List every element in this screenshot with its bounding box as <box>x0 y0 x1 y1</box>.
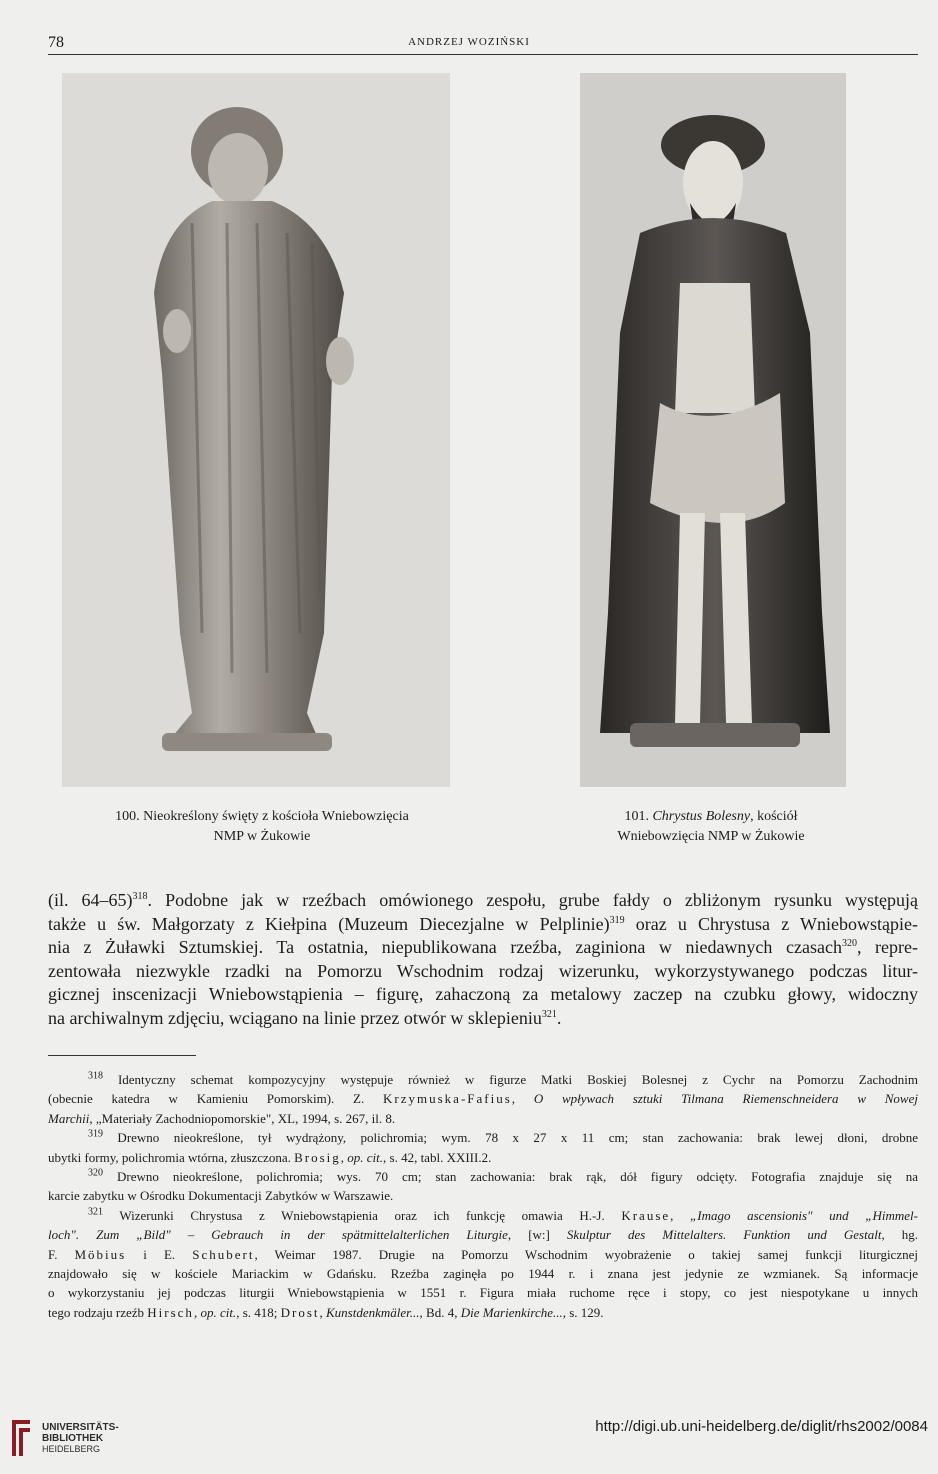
footnote-320-line: karcie zabytku w Ośrodku Dokumentacji Zabytków w Warszawie. <box>48 1188 394 1204</box>
body-line: zentowała niezwykle rzadki na Pomorzu Wschodnim rodzaj wizerunku, wykorzystywanego podczas litur- <box>48 960 918 981</box>
body-line: (il. 64–65)$^{318}$. Podobne jak w rzeźbach omówionego zespołu, grube fałdy o zbliżonym rysunku występują <box>48 890 918 910</box>
footnote-321-line: F. Möbius i E. Schubert, Weimar 1987. Drugie na Pomorzu Wschodnim wyobrażenie o takiej samej funkcji liturgicznej <box>48 1246 918 1262</box>
footnote-318-line: $^{318}$ Identyczny schemat kompozycyjny występuje również w figurze Matki Boskiej Bolesnej z Cychr na Pomorzu Zachodnim <box>88 1070 918 1087</box>
footnote-320-line: $^{320}$ Drewno nieokreślone, polichromia; wys. 70 cm; stan zachowania: brak rąk, dół figury odcięty. Fotografia znajduje się na <box>88 1167 918 1184</box>
footnote-321-line: o wykorzystaniu jej podczas liturgii Wniebowstąpienia w 1551 r. Figura miała ruchome ręce i stopy, co jest niespotykane u innych <box>48 1285 918 1301</box>
body-paragraph <box>48 889 918 1030</box>
footnote-321-line: $^{321}$ Wizerunki Chrystusa z Wniebowstąpienia oraz ich funkcję omawia H.-J. Krause, „Imago ascensionis" und „Himmel- <box>88 1206 918 1223</box>
footnote-321-line: tego rodzaju rzeźb Hirsch, op. cit., s. 418; Drost, Kunstdenkmäler..., Bd. 4, Die Marienkirche..., s. 129. <box>48 1304 604 1320</box>
christ-statue-illustration <box>580 73 846 787</box>
figure-100-caption <box>60 807 464 847</box>
caption-line: NMP w Żukowie <box>213 829 311 844</box>
running-head: ANDRZEJ WOZIŃSKI <box>408 36 530 48</box>
footnote-318-line: (obecnie katedra w Kamieniu Pomorskim). Z. Krzymuska-Fafius, O wpływach sztuki Tilmana Riemenschneidera w Nowej <box>48 1091 918 1107</box>
library-logo-icon <box>8 1416 34 1460</box>
footnotes <box>48 1070 918 1322</box>
footnote-ref: 319 <box>609 914 625 926</box>
logo-line: BIBLIOTHEK <box>42 1433 104 1444</box>
footnote-321-line: znajdowało się w kościele Mariackim w Gdańsku. Rzeźba zaginęła po 1944 r. i znana jest jedynie ze wzmianek. Są informacje <box>48 1265 918 1281</box>
figure-100-photo <box>62 73 450 787</box>
footnote-ref: 320 <box>841 938 857 949</box>
body-line: nia z Żuławki Sztumskiej. Ta ostatnia, niepublikowana rzeźba, zaginiona w niedawnych czasach$^{320}$, repre- <box>48 937 918 957</box>
caption-line: 100. Nieokreślony święty z kościoła Wniebowzięcia <box>115 809 409 824</box>
logo-line: HEIDELBERG <box>42 1444 101 1454</box>
source-url-link[interactable]: http://digi.ub.uni-heidelberg.de/diglit/rhs2002/0084 <box>595 1418 928 1435</box>
figure-101-caption <box>580 807 842 847</box>
body-line: na archiwalnym zdjęciu, wciągano na linie przez otwór w sklepieniu$^{321}$. <box>48 1007 562 1028</box>
header-rule <box>48 54 918 55</box>
logo-line: UNIVERSITÄTS- <box>42 1422 119 1433</box>
library-logo-text <box>42 1422 119 1455</box>
footnote-rule <box>48 1055 196 1056</box>
saint-statue-illustration <box>62 73 450 787</box>
footnote-319-line: $^{319}$ Drewno nieokreślone, tył wydrążony, polichromia; wym. 78 x 27 x 11 cm; stan zachowania: brak lewej dłoni, drobne <box>88 1128 918 1146</box>
body-line: gicznej inscenizacji Wniebowstąpienia – figurę, zahaczoną za metalowy zaczep na czubku głowy, widoczny <box>48 984 918 1004</box>
body-line: także u św. Małgorzaty z Kiełpina (Muzeum Diecezjalne w Pelplinie)$^{319}$ oraz u Chrystusa z Wniebowstąpie- <box>48 913 918 934</box>
figure-101-photo <box>580 73 846 787</box>
footnote-319-line: ubytki formy, polichromia wtórna, złuszczona. Brosig, op. cit., s. 42, tabl. XXIII.2. <box>48 1149 492 1165</box>
caption-line: Wniebowzięcia NMP w Żukowie <box>617 829 805 844</box>
footnote-321-line: loch". Zum „Bild" – Gebrauch in der spätmittelalterlichen Liturgie, [w:] Skulptur des Mittelalters. Funktion und Gestalt, hg. <box>48 1227 919 1243</box>
footnote-ref: 321 <box>541 1008 557 1020</box>
caption-line: 101. Chrystus Bolesny, kościół <box>624 809 798 824</box>
footnote-318-line: Marchii, „Materiały Zachodniopomorskie", XL, 1994, s. 267, il. 8. <box>48 1110 396 1126</box>
page-number: 78 <box>48 34 64 51</box>
footnote-ref: 318 <box>132 891 148 902</box>
